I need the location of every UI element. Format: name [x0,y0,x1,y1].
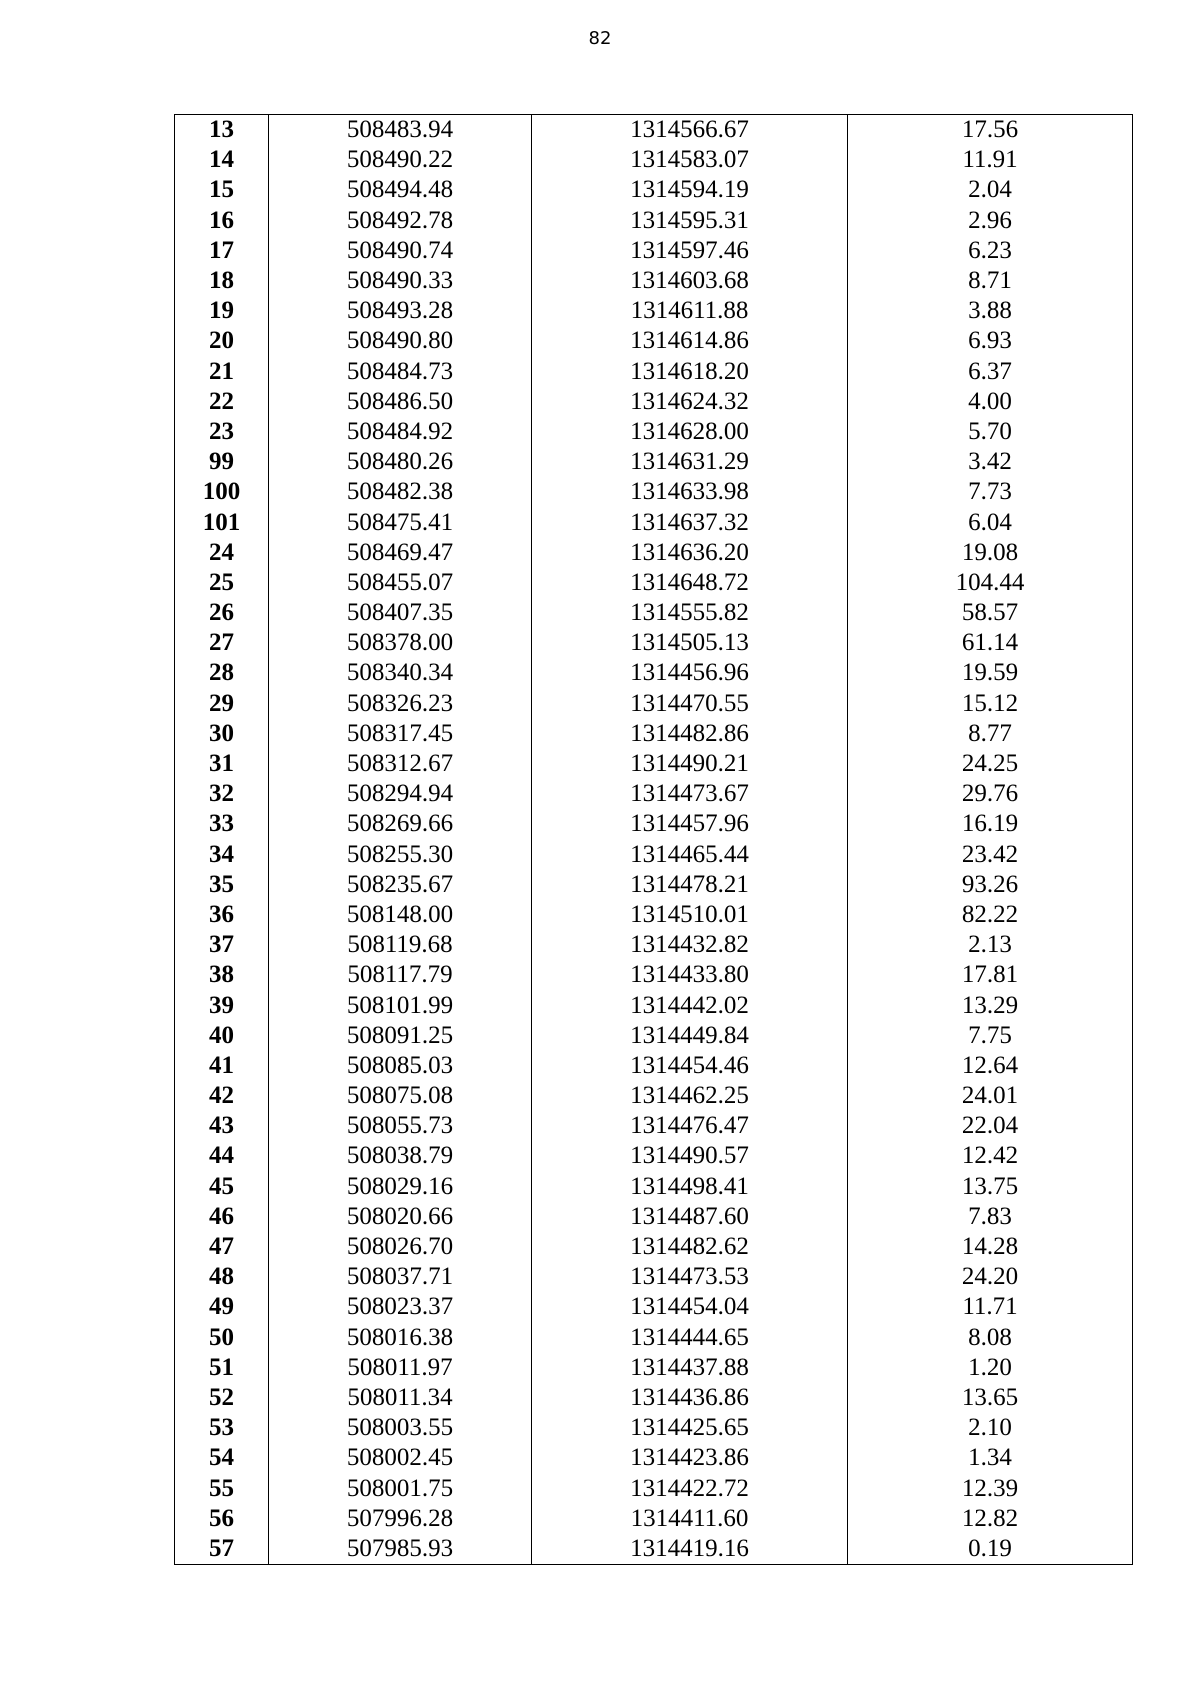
y-coordinate-cell: 1314449.84 [532,1021,848,1051]
distance-cell: 12.64 [848,1051,1133,1081]
table-row [175,840,1133,870]
x-coordinate-cell: 508023.37 [269,1292,532,1322]
distance-cell: 6.04 [848,507,1133,537]
y-coordinate-cell: 1314487.60 [532,1202,848,1232]
y-coordinate-cell: 1314454.04 [532,1292,848,1322]
y-coordinate-cell: 1314611.88 [532,296,848,326]
y-coordinate-cell: 1314482.62 [532,1232,848,1262]
x-coordinate-cell: 508492.78 [269,206,532,236]
x-coordinate-cell: 508294.94 [269,779,532,809]
y-coordinate-cell: 1314505.13 [532,628,848,658]
x-coordinate-cell: 508117.79 [269,960,532,990]
x-coordinate-cell: 508490.33 [269,266,532,296]
y-coordinate-cell: 1314465.44 [532,840,848,870]
y-coordinate-cell: 1314566.67 [532,115,848,146]
x-coordinate-cell: 508340.34 [269,658,532,688]
distance-cell: 22.04 [848,1111,1133,1141]
y-coordinate-cell: 1314624.32 [532,387,848,417]
distance-cell: 24.01 [848,1081,1133,1111]
point-number-cell: 45 [175,1172,269,1202]
y-coordinate-cell: 1314454.46 [532,1051,848,1081]
point-number-cell: 32 [175,779,269,809]
table-row [175,990,1133,1020]
distance-cell: 6.37 [848,357,1133,387]
point-number-cell: 24 [175,538,269,568]
y-coordinate-cell: 1314425.65 [532,1413,848,1443]
distance-cell: 24.25 [848,749,1133,779]
y-coordinate-cell: 1314618.20 [532,357,848,387]
distance-cell: 6.23 [848,236,1133,266]
point-number-cell: 23 [175,417,269,447]
table-row [175,357,1133,387]
distance-cell: 16.19 [848,809,1133,839]
x-coordinate-cell: 508407.35 [269,598,532,628]
distance-cell: 3.42 [848,447,1133,477]
point-number-cell: 31 [175,749,269,779]
distance-cell: 12.39 [848,1473,1133,1503]
distance-cell: 2.10 [848,1413,1133,1443]
table-row [175,1111,1133,1141]
table-row [175,1262,1133,1292]
x-coordinate-cell: 508055.73 [269,1111,532,1141]
distance-cell: 3.88 [848,296,1133,326]
y-coordinate-cell: 1314423.86 [532,1443,848,1473]
x-coordinate-cell: 508269.66 [269,809,532,839]
point-number-cell: 55 [175,1473,269,1503]
table-row [175,719,1133,749]
y-coordinate-cell: 1314419.16 [532,1534,848,1565]
point-number-cell: 47 [175,1232,269,1262]
x-coordinate-cell: 508482.38 [269,477,532,507]
point-number-cell: 36 [175,900,269,930]
y-coordinate-cell: 1314636.20 [532,538,848,568]
x-coordinate-cell: 508085.03 [269,1051,532,1081]
table-row [175,1443,1133,1473]
point-number-cell: 26 [175,598,269,628]
point-number-cell: 52 [175,1383,269,1413]
table-row [175,417,1133,447]
y-coordinate-cell: 1314490.21 [532,749,848,779]
x-coordinate-cell: 508484.73 [269,357,532,387]
point-number-cell: 56 [175,1504,269,1534]
table-row [175,447,1133,477]
distance-cell: 11.71 [848,1292,1133,1322]
x-coordinate-cell: 507985.93 [269,1534,532,1565]
distance-cell: 61.14 [848,628,1133,658]
distance-cell: 7.83 [848,1202,1133,1232]
distance-cell: 23.42 [848,840,1133,870]
table-row [175,1141,1133,1171]
point-number-cell: 34 [175,840,269,870]
point-number-cell: 16 [175,206,269,236]
y-coordinate-cell: 1314470.55 [532,689,848,719]
coordinates-table-body [175,115,1133,1565]
y-coordinate-cell: 1314594.19 [532,175,848,205]
table-row [175,900,1133,930]
distance-cell: 2.96 [848,206,1133,236]
point-number-cell: 46 [175,1202,269,1232]
distance-cell: 11.91 [848,145,1133,175]
point-number-cell: 53 [175,1413,269,1443]
x-coordinate-cell: 508483.94 [269,115,532,146]
distance-cell: 5.70 [848,417,1133,447]
x-coordinate-cell: 508484.92 [269,417,532,447]
point-number-cell: 22 [175,387,269,417]
x-coordinate-cell: 508326.23 [269,689,532,719]
distance-cell: 19.08 [848,538,1133,568]
distance-cell: 104.44 [848,568,1133,598]
distance-cell: 4.00 [848,387,1133,417]
y-coordinate-cell: 1314637.32 [532,507,848,537]
table-row [175,1292,1133,1322]
table-row [175,1534,1133,1565]
table-row [175,870,1133,900]
y-coordinate-cell: 1314614.86 [532,326,848,356]
table-row [175,809,1133,839]
x-coordinate-cell: 508490.22 [269,145,532,175]
table-row [175,206,1133,236]
y-coordinate-cell: 1314437.88 [532,1353,848,1383]
y-coordinate-cell: 1314444.65 [532,1323,848,1353]
point-number-cell: 25 [175,568,269,598]
point-number-cell: 44 [175,1141,269,1171]
x-coordinate-cell: 508235.67 [269,870,532,900]
x-coordinate-cell: 508255.30 [269,840,532,870]
point-number-cell: 99 [175,447,269,477]
y-coordinate-cell: 1314603.68 [532,266,848,296]
point-number-cell: 28 [175,658,269,688]
table-row [175,689,1133,719]
point-number-cell: 101 [175,507,269,537]
table-row [175,296,1133,326]
x-coordinate-cell: 508494.48 [269,175,532,205]
table-row [175,1081,1133,1111]
distance-cell: 29.76 [848,779,1133,809]
table-row [175,749,1133,779]
table-row [175,1353,1133,1383]
table-row [175,598,1133,628]
x-coordinate-cell: 508075.08 [269,1081,532,1111]
distance-cell: 8.08 [848,1323,1133,1353]
point-number-cell: 41 [175,1051,269,1081]
x-coordinate-cell: 508490.80 [269,326,532,356]
distance-cell: 7.75 [848,1021,1133,1051]
table-row [175,568,1133,598]
table-row [175,960,1133,990]
table-row [175,326,1133,356]
coordinates-table [174,114,1133,1565]
x-coordinate-cell: 507996.28 [269,1504,532,1534]
table-row [175,1202,1133,1232]
y-coordinate-cell: 1314498.41 [532,1172,848,1202]
x-coordinate-cell: 508002.45 [269,1443,532,1473]
table-row [175,930,1133,960]
table-row [175,1323,1133,1353]
page-number: 82 [588,28,612,49]
y-coordinate-cell: 1314436.86 [532,1383,848,1413]
distance-cell: 17.81 [848,960,1133,990]
table-row [175,538,1133,568]
x-coordinate-cell: 508016.38 [269,1323,532,1353]
point-number-cell: 49 [175,1292,269,1322]
point-number-cell: 51 [175,1353,269,1383]
point-number-cell: 33 [175,809,269,839]
x-coordinate-cell: 508119.68 [269,930,532,960]
point-number-cell: 50 [175,1323,269,1353]
x-coordinate-cell: 508480.26 [269,447,532,477]
distance-cell: 8.77 [848,719,1133,749]
y-coordinate-cell: 1314510.01 [532,900,848,930]
y-coordinate-cell: 1314432.82 [532,930,848,960]
x-coordinate-cell: 508317.45 [269,719,532,749]
point-number-cell: 13 [175,115,269,146]
table-row [175,236,1133,266]
point-number-cell: 37 [175,930,269,960]
y-coordinate-cell: 1314631.29 [532,447,848,477]
x-coordinate-cell: 508026.70 [269,1232,532,1262]
y-coordinate-cell: 1314478.21 [532,870,848,900]
distance-cell: 1.34 [848,1443,1133,1473]
x-coordinate-cell: 508001.75 [269,1473,532,1503]
table-row [175,477,1133,507]
y-coordinate-cell: 1314473.67 [532,779,848,809]
distance-cell: 7.73 [848,477,1133,507]
table-row [175,1383,1133,1413]
point-number-cell: 40 [175,1021,269,1051]
y-coordinate-cell: 1314482.86 [532,719,848,749]
table-row [175,1473,1133,1503]
distance-cell: 19.59 [848,658,1133,688]
point-number-cell: 35 [175,870,269,900]
distance-cell: 24.20 [848,1262,1133,1292]
table-row [175,266,1133,296]
distance-cell: 6.93 [848,326,1133,356]
x-coordinate-cell: 508378.00 [269,628,532,658]
distance-cell: 13.29 [848,990,1133,1020]
table-row [175,507,1133,537]
y-coordinate-cell: 1314648.72 [532,568,848,598]
distance-cell: 13.75 [848,1172,1133,1202]
y-coordinate-cell: 1314442.02 [532,990,848,1020]
point-number-cell: 54 [175,1443,269,1473]
table-row [175,175,1133,205]
point-number-cell: 38 [175,960,269,990]
point-number-cell: 30 [175,719,269,749]
point-number-cell: 29 [175,689,269,719]
x-coordinate-cell: 508490.74 [269,236,532,266]
y-coordinate-cell: 1314476.47 [532,1111,848,1141]
table-row [175,145,1133,175]
point-number-cell: 100 [175,477,269,507]
y-coordinate-cell: 1314433.80 [532,960,848,990]
table-row [175,658,1133,688]
table-row [175,779,1133,809]
x-coordinate-cell: 508038.79 [269,1141,532,1171]
y-coordinate-cell: 1314490.57 [532,1141,848,1171]
y-coordinate-cell: 1314411.60 [532,1504,848,1534]
distance-cell: 12.42 [848,1141,1133,1171]
table-row [175,1172,1133,1202]
distance-cell: 58.57 [848,598,1133,628]
distance-cell: 82.22 [848,900,1133,930]
x-coordinate-cell: 508486.50 [269,387,532,417]
y-coordinate-cell: 1314595.31 [532,206,848,236]
distance-cell: 17.56 [848,115,1133,146]
distance-cell: 14.28 [848,1232,1133,1262]
y-coordinate-cell: 1314628.00 [532,417,848,447]
y-coordinate-cell: 1314555.82 [532,598,848,628]
distance-cell: 1.20 [848,1353,1133,1383]
point-number-cell: 48 [175,1262,269,1292]
y-coordinate-cell: 1314422.72 [532,1473,848,1503]
table-row [175,1504,1133,1534]
point-number-cell: 39 [175,990,269,1020]
distance-cell: 15.12 [848,689,1133,719]
distance-cell: 93.26 [848,870,1133,900]
y-coordinate-cell: 1314456.96 [532,658,848,688]
point-number-cell: 57 [175,1534,269,1565]
x-coordinate-cell: 508455.07 [269,568,532,598]
distance-cell: 0.19 [848,1534,1133,1565]
distance-cell: 8.71 [848,266,1133,296]
table-row [175,115,1133,146]
table-row [175,1051,1133,1081]
y-coordinate-cell: 1314597.46 [532,236,848,266]
y-coordinate-cell: 1314473.53 [532,1262,848,1292]
point-number-cell: 21 [175,357,269,387]
point-number-cell: 17 [175,236,269,266]
table-row [175,1232,1133,1262]
table-row [175,1413,1133,1443]
point-number-cell: 42 [175,1081,269,1111]
x-coordinate-cell: 508469.47 [269,538,532,568]
table-row [175,1021,1133,1051]
x-coordinate-cell: 508011.34 [269,1383,532,1413]
point-number-cell: 15 [175,175,269,205]
x-coordinate-cell: 508101.99 [269,990,532,1020]
x-coordinate-cell: 508493.28 [269,296,532,326]
y-coordinate-cell: 1314633.98 [532,477,848,507]
point-number-cell: 27 [175,628,269,658]
x-coordinate-cell: 508148.00 [269,900,532,930]
x-coordinate-cell: 508091.25 [269,1021,532,1051]
y-coordinate-cell: 1314457.96 [532,809,848,839]
y-coordinate-cell: 1314583.07 [532,145,848,175]
x-coordinate-cell: 508003.55 [269,1413,532,1443]
point-number-cell: 14 [175,145,269,175]
distance-cell: 12.82 [848,1504,1133,1534]
x-coordinate-cell: 508020.66 [269,1202,532,1232]
point-number-cell: 20 [175,326,269,356]
x-coordinate-cell: 508312.67 [269,749,532,779]
table-row [175,628,1133,658]
distance-cell: 2.04 [848,175,1133,205]
distance-cell: 2.13 [848,930,1133,960]
x-coordinate-cell: 508011.97 [269,1353,532,1383]
y-coordinate-cell: 1314462.25 [532,1081,848,1111]
x-coordinate-cell: 508475.41 [269,507,532,537]
point-number-cell: 19 [175,296,269,326]
point-number-cell: 18 [175,266,269,296]
table-row [175,387,1133,417]
point-number-cell: 43 [175,1111,269,1141]
x-coordinate-cell: 508037.71 [269,1262,532,1292]
distance-cell: 13.65 [848,1383,1133,1413]
x-coordinate-cell: 508029.16 [269,1172,532,1202]
